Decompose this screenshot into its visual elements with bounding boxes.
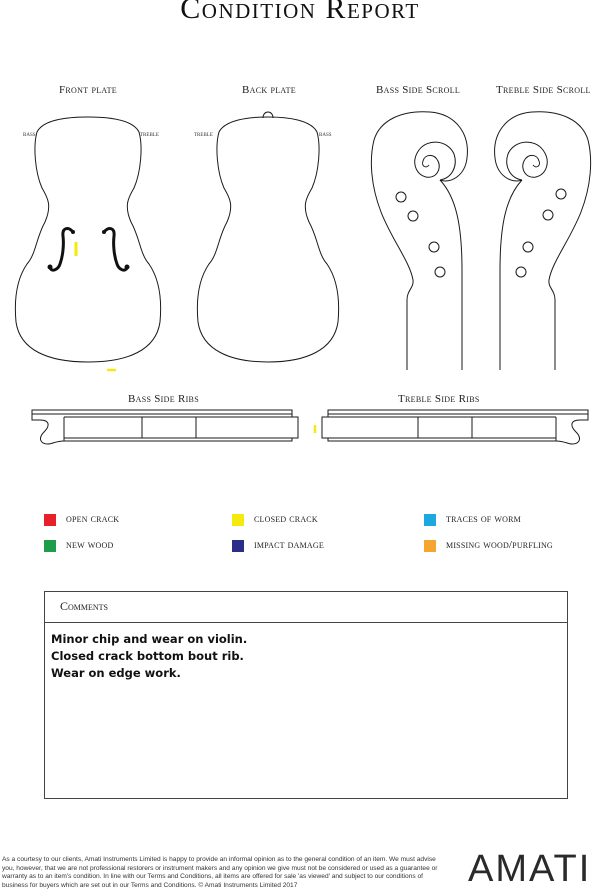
legend-swatch-impact-damage [232, 540, 244, 552]
back-bass-label: bass [319, 129, 332, 138]
f-hole-right-top-eye [102, 230, 106, 234]
front-plate-label: Front plate [59, 84, 117, 96]
legend-label-missing-wood-purfling: missing wood/purfling [446, 539, 553, 551]
f-hole-left-bottom-eye [48, 265, 53, 270]
treble-ribs-outline [322, 410, 588, 444]
front-treble-label: treble [140, 129, 159, 138]
comments-box [44, 591, 568, 799]
f-hole-left [50, 229, 73, 271]
legend-label-impact-damage: impact damage [254, 539, 324, 551]
legend-label-open-crack: open crack [66, 513, 120, 525]
legend-swatch-missing-wood-purfling [424, 540, 436, 552]
bass-ribs-outline [32, 410, 298, 444]
bass-side-scroll-label: Bass Side Scroll [376, 84, 461, 96]
brand-logo: AMATI [468, 848, 592, 890]
treble-peg-hole-2 [543, 210, 553, 220]
f-hole-right [104, 229, 127, 271]
front-bass-label: bass [23, 129, 36, 138]
comments-heading: Comments [45, 592, 567, 623]
back-plate-outline [197, 117, 338, 362]
bass-peg-hole-3 [429, 242, 439, 252]
legend-swatch-traces-of-worm [424, 514, 436, 526]
front-plate-outline [15, 117, 160, 362]
treble-peg-hole-3 [523, 242, 533, 252]
treble-side-ribs-label: Treble Side Ribs [398, 393, 480, 405]
treble-scroll-spiral [507, 142, 547, 180]
legend-swatch-open-crack [44, 514, 56, 526]
bass-side-ribs-label: Bass Side Ribs [128, 393, 199, 405]
treble-peg-hole-1 [556, 189, 566, 199]
disclaimer-text: As a courtesy to our clients, Amati Instruments Limited is happy to provide an informal opinion as to the general condition of an item. We must advise you, however, that we are not professional restorers or instrument makers and any opinion we give must not be considered or used as a guarantee or warranty as to an item's condition. In line with our Terms and Conditions, all items are offered for sale 'as viewed' and subject to our conditions of business for buyers which are set out in our Terms and Conditions. © Amati Instruments Limited 2017 [2, 856, 438, 889]
treble-scroll-outline [495, 112, 591, 370]
comment-line: Minor chip and wear on violin. [51, 632, 248, 646]
legend-swatch-closed-crack [232, 514, 244, 526]
bass-peg-hole-2 [408, 211, 418, 221]
back-plate-label: Back plate [242, 84, 296, 96]
comments-text [45, 623, 567, 682]
bass-scroll-outline [371, 112, 467, 370]
legend-label-new-wood: new wood [66, 539, 114, 551]
legend-label-traces-of-worm: traces of worm [446, 513, 521, 525]
back-treble-label: treble [194, 129, 213, 138]
legend-swatch-new-wood [44, 540, 56, 552]
bass-peg-hole-4 [435, 267, 445, 277]
f-hole-left-top-eye [71, 230, 75, 234]
treble-side-scroll-label: Treble Side Scroll [496, 84, 591, 96]
comment-line: Closed crack bottom bout rib. [51, 649, 244, 663]
f-hole-right-bottom-eye [125, 265, 130, 270]
bass-scroll-spiral [415, 142, 455, 180]
page-title: Condition Report [180, 0, 420, 25]
comment-line: Wear on edge work. [51, 666, 181, 680]
legend-label-closed-crack: closed crack [254, 513, 318, 525]
treble-peg-hole-4 [516, 267, 526, 277]
bass-peg-hole-1 [396, 192, 406, 202]
